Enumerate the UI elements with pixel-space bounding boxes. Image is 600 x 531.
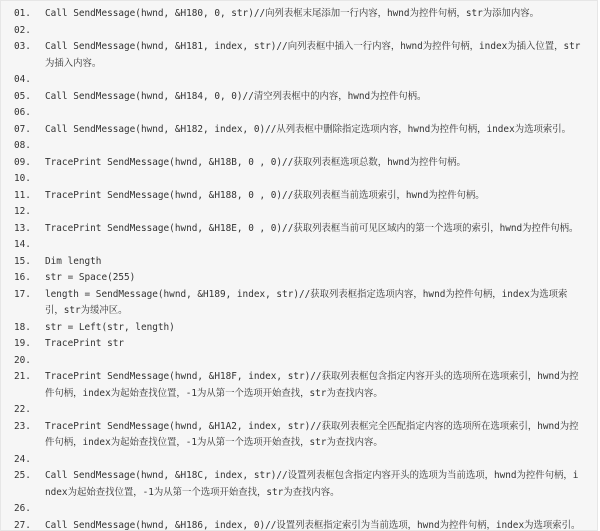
line-code: TracePrint str xyxy=(45,338,125,349)
line-code: Call SendMessage(hwnd, &H186, index, 0)//设置列表框指定索引为当前选项，hwnd为控件句柄，index为选项索引。 xyxy=(45,519,581,531)
code-line xyxy=(1,155,597,172)
line-number: 17. xyxy=(14,288,31,300)
code-line xyxy=(1,204,597,221)
code-line xyxy=(1,138,597,155)
line-number: 01. xyxy=(14,8,31,19)
code-line xyxy=(1,353,597,370)
line-code: Call SendMessage(hwnd, &H182, index, 0)//从列表框中删除指定选项内容，hwnd为控件句柄，index为选项索引。 xyxy=(45,123,571,135)
code-line xyxy=(1,270,597,287)
line-code xyxy=(45,23,597,40)
code-line xyxy=(1,452,597,469)
line-code: TracePrint SendMessage(hwnd, &H1A2, index, str)//获取列表框完全匹配指定内容的选项所在选项索引，hwnd为控件句柄，index为起始查找位置，-1为从第一个选项开始查找，str为查找内容。 xyxy=(45,420,579,448)
line-number: 20. xyxy=(14,354,31,366)
line-code xyxy=(45,353,597,370)
code-line xyxy=(1,254,597,271)
line-code xyxy=(45,452,597,469)
line-number: 09. xyxy=(14,156,31,168)
code-line xyxy=(1,402,597,419)
code-line xyxy=(1,221,597,238)
code-line xyxy=(1,287,597,320)
code-line xyxy=(1,518,597,531)
line-number: 25. xyxy=(14,470,31,481)
line-code xyxy=(45,237,597,254)
code-line xyxy=(1,369,597,402)
line-code: Call SendMessage(hwnd, &H181, index, str)//向列表框中插入一行内容，hwnd为控件句柄，index为插入位置，str为插入内容。 xyxy=(45,41,581,69)
code-line xyxy=(1,105,597,122)
code-line-list xyxy=(1,1,597,531)
line-number: 22. xyxy=(14,404,31,415)
line-number: 12. xyxy=(14,206,31,217)
line-code: str = Left(str, length) xyxy=(45,321,175,333)
line-number: 24. xyxy=(14,453,31,465)
line-number: 10. xyxy=(14,173,31,184)
line-code: TracePrint SendMessage(hwnd, &H18B, 0 , 0)//获取列表框选项总数，hwnd为控件句柄。 xyxy=(45,156,466,168)
line-number: 26. xyxy=(14,503,31,514)
line-number: 03. xyxy=(14,41,31,52)
line-number: 11. xyxy=(14,189,31,201)
line-number: 18. xyxy=(14,321,31,333)
line-number: 21. xyxy=(14,371,31,382)
code-line xyxy=(1,336,597,353)
code-line xyxy=(1,171,597,188)
code-line xyxy=(1,501,597,518)
line-code: TracePrint SendMessage(hwnd, &H18F, index, str)//获取列表框包含指定内容开头的选项所在选项索引，hwnd为控件句柄，index为起始查找位置，-1为从第一个选项开始查找，str为查找内容。 xyxy=(45,371,579,399)
line-number: 13. xyxy=(14,222,31,234)
line-number: 16. xyxy=(14,272,31,283)
code-line xyxy=(1,72,597,89)
line-code xyxy=(45,171,597,188)
line-code: TracePrint SendMessage(hwnd, &H188, 0 , 0)//获取列表框当前选项索引，hwnd为控件句柄。 xyxy=(45,189,485,201)
code-line xyxy=(1,6,597,23)
line-number: 19. xyxy=(14,338,31,349)
line-code: Call SendMessage(hwnd, &H184, 0, 0)//清空列表框中的内容，hwnd为控件句柄。 xyxy=(45,90,427,102)
line-number: 06. xyxy=(14,107,31,118)
line-code xyxy=(45,72,597,89)
line-number: 02. xyxy=(14,24,31,36)
line-number: 05. xyxy=(14,90,31,102)
line-code xyxy=(45,138,597,155)
line-number: 14. xyxy=(14,239,31,250)
line-code xyxy=(45,402,597,419)
line-code xyxy=(45,501,597,518)
code-line xyxy=(1,468,597,501)
line-code: length = SendMessage(hwnd, &H189, index, str)//获取列表框指定选项内容，hwnd为控件句柄，index为选项索引，str为缓冲区。 xyxy=(45,288,568,316)
code-line xyxy=(1,237,597,254)
code-line xyxy=(1,89,597,106)
code-line xyxy=(1,23,597,40)
code-line xyxy=(1,188,597,205)
code-line xyxy=(1,419,597,452)
line-code: TracePrint SendMessage(hwnd, &H18E, 0 , 0)//获取列表框当前可见区域内的第一个选项的索引，hwnd为控件句柄。 xyxy=(45,222,579,234)
line-code: Dim length xyxy=(45,255,102,267)
line-code: Call SendMessage(hwnd, &H180, 0, str)//向列表框末尾添加一行内容，hwnd为控件句柄，str为添加内容。 xyxy=(45,8,540,19)
line-code: str = Space(255) xyxy=(45,272,136,283)
line-number: 15. xyxy=(14,255,31,267)
line-code xyxy=(45,204,597,221)
line-code xyxy=(45,105,597,122)
line-number: 08. xyxy=(14,140,31,151)
line-number: 07. xyxy=(14,123,31,135)
code-line xyxy=(1,320,597,337)
line-number: 04. xyxy=(14,74,31,85)
line-number: 23. xyxy=(14,420,31,432)
line-number: 27. xyxy=(14,519,31,531)
code-line xyxy=(1,39,597,72)
line-code: Call SendMessage(hwnd, &H18C, index, str)//设置列表框包含指定内容开头的选项为当前选项，hwnd为控件句柄，index为起始查找位置，-1为从第一个选项开始查找，str为查找内容。 xyxy=(45,470,579,498)
code-line xyxy=(1,122,597,139)
